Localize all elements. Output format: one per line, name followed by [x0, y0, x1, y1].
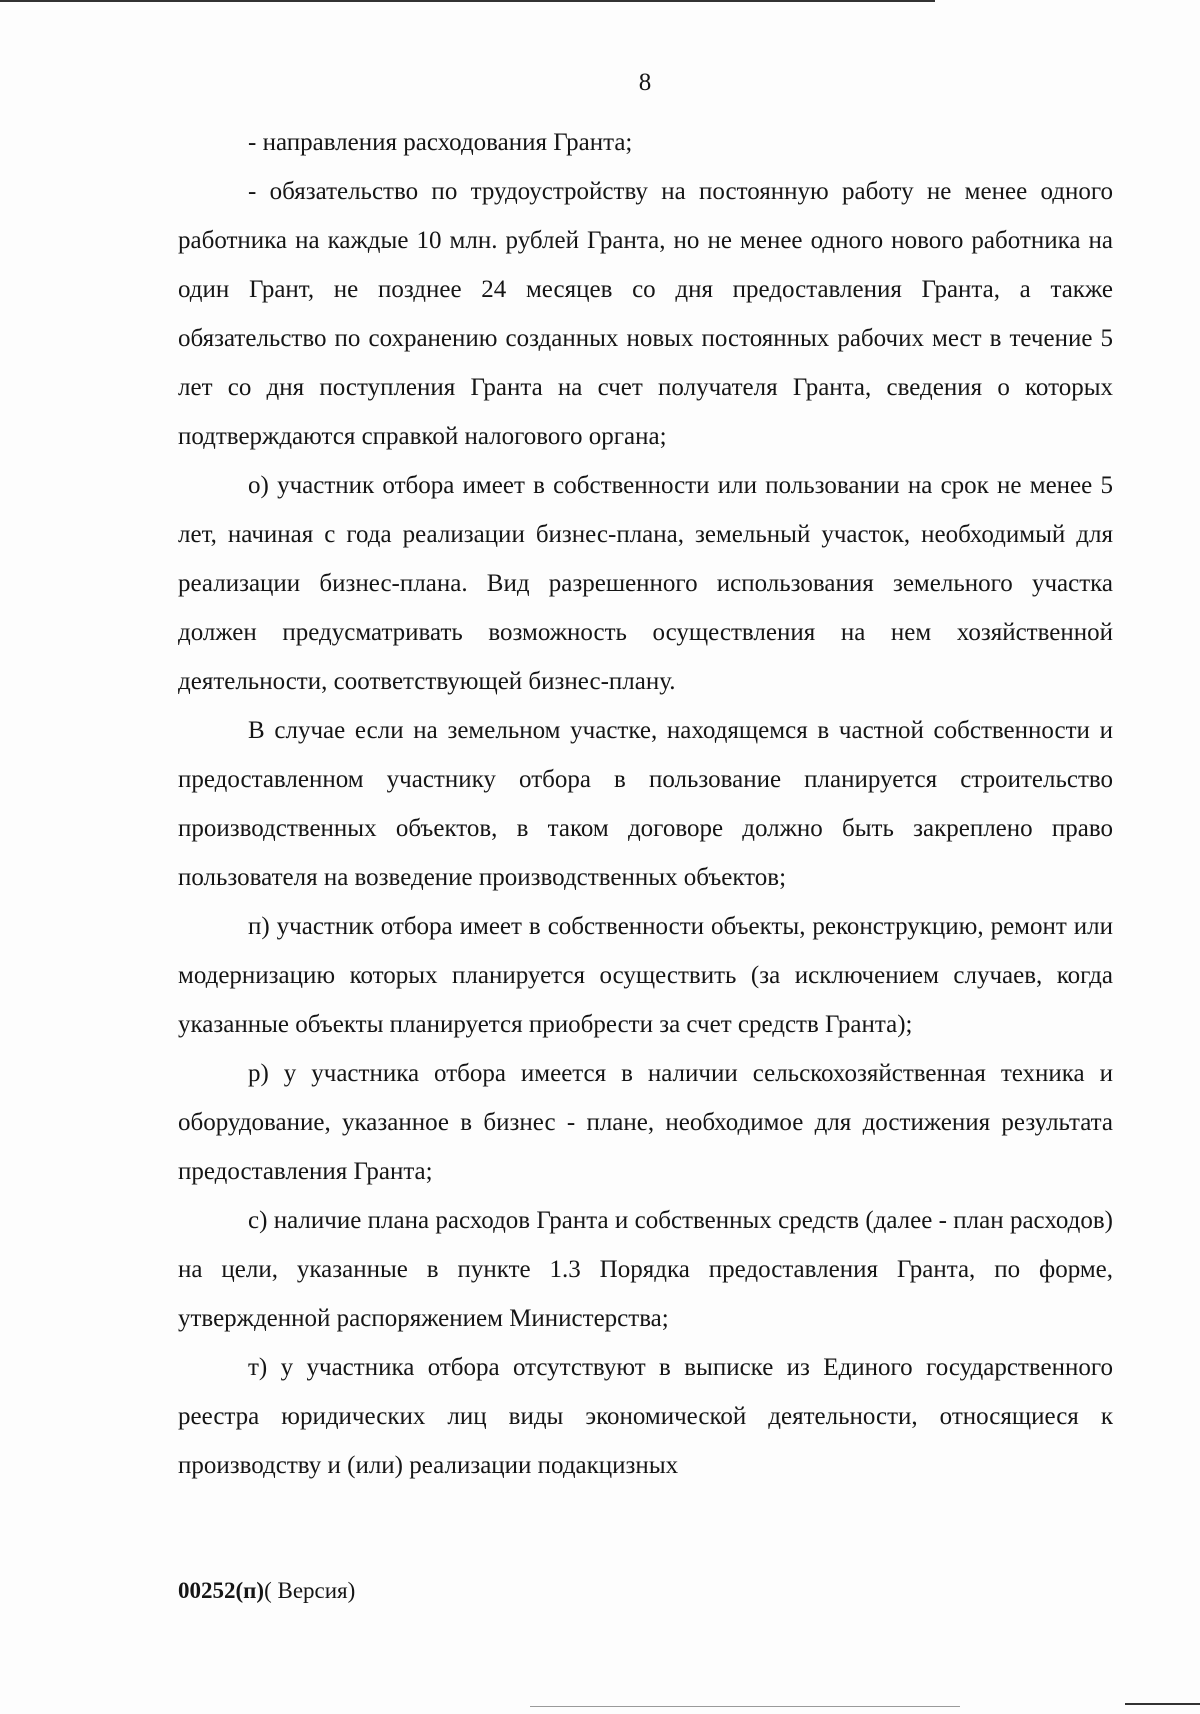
- document-body: [178, 118, 1113, 1490]
- bottom-right-scan-rule: [1125, 1703, 1200, 1705]
- paragraph-item-p-objects: п) участник отбора имеет в собственности объекты, реконструкцию, ремонт или модернизацию которых планируется осуществить (за исключением случаев, когда указанные объекты планируется приобрести за счет средств Гранта);: [178, 913, 1113, 1038]
- footer-version: ( Версия): [264, 1578, 356, 1603]
- footer-doc-code: 00252(п): [178, 1578, 265, 1603]
- paragraph-item-r-equipment: р) у участника отбора имеется в наличии сельскохозяйственная техника и оборудование, указанное в бизнес - плане, необходимое для достижения результата предоставления Гранта;: [178, 1060, 1113, 1185]
- paragraph-item-t-registry: т) у участника отбора отсутствуют в выписке из Единого государственного реестра юридических лиц виды экономической деятельности, относящиеся к производству и (или) реализации подакцизных: [178, 1354, 1113, 1479]
- paragraph-private-land-construction: В случае если на земельном участке, находящемся в частной собственности и предоставленном участнику отбора в пользование планируется строительство производственных объектов, в таком договоре должно быть закреплено право пользователя на возведение производственных объектов;: [178, 717, 1113, 891]
- top-scan-rule: [0, 0, 935, 2]
- bottom-scan-rule: [530, 1706, 960, 1707]
- paragraph-employment-obligation: - обязательство по трудоустройству на постоянную работу не менее одного работника на каждые 10 млн. рублей Гранта, но не менее одного нового работника на один Грант, не позднее 24 месяцев со дня предоставления Гранта, а также обязательство по сохранению созданных новых постоянных рабочих мест в течение 5 лет со дня поступления Гранта на счет получателя Гранта, сведения о которых подтверждаются справкой налогового органа;: [178, 178, 1113, 450]
- paragraph-item-o-land-plot: о) участник отбора имеет в собственности или пользовании на срок не менее 5 лет, начиная с года реализации бизнес-плана, земельный участок, необходимый для реализации бизнес-плана. Вид разрешенного использования земельного участка должен предусматривать возможность осуществления на нем хозяйственной деятельности, соответствующей бизнес-плану.: [178, 472, 1113, 695]
- paragraph-item-s-expense-plan: с) наличие плана расходов Гранта и собственных средств (далее - план расходов) на цели, указанные в пункте 1.3 Порядка предоставления Гранта, по форме, утвержденной распоряжением Министерства;: [178, 1207, 1113, 1332]
- page-number: 8: [638, 69, 652, 96]
- paragraph-spending-directions: - направления расходования Гранта;: [248, 129, 633, 156]
- footer-document-id: [178, 1576, 355, 1606]
